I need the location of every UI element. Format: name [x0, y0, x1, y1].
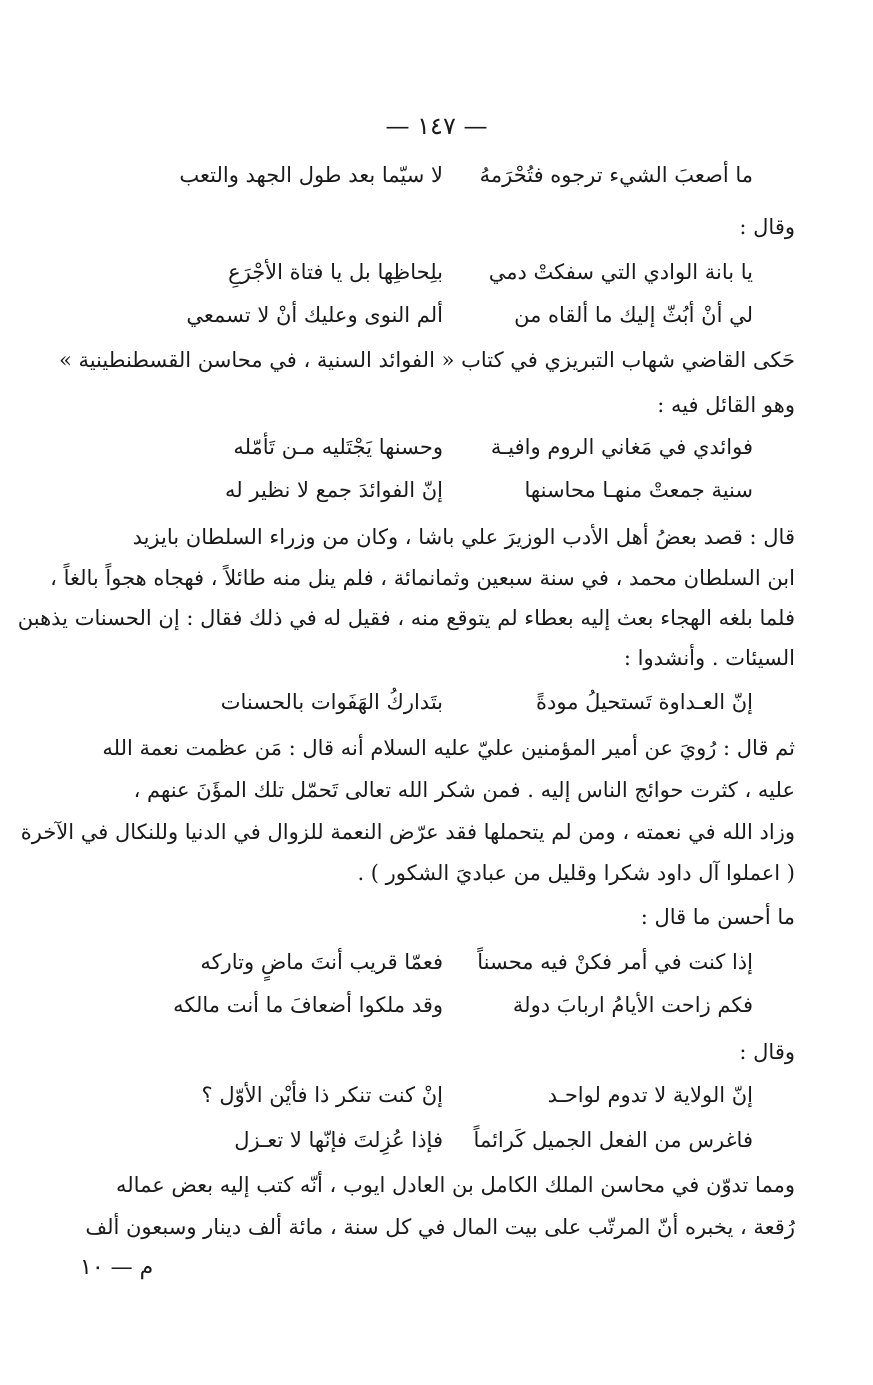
- verse-second-hemistich: إنْ كنت تنكر ذا فأيْن الأوّل ؟: [201, 1083, 443, 1107]
- verse-first-hemistich: لي أنْ أبُثّ إليك ما ألقاه من: [514, 303, 753, 327]
- verse-second-hemistich: فإذا عُزِلتَ فإنّها لا تعـزل: [234, 1128, 443, 1152]
- verse-first-hemistich: ما أصعبَ الشيء ترجوه فتُحْرَمهُ: [479, 163, 753, 187]
- verse-first-hemistich: سنية جمعتْ منهـا محاسنها: [524, 478, 753, 502]
- prose-line: عليه ، كثرت حوائج الناس إليه . فمن شكر الله تعالى تَحمّل تلك المؤَنَ عنهم ،: [133, 778, 795, 802]
- verse-second-hemistich: بلِحاظِها بل يا فتاة الأجْرَعِ: [228, 260, 443, 284]
- prose-line: ابن السلطان محمد ، في سنة سبعين وثمانمائة ، فلم ينل منه طائلاً ، فهجاه هجواً بالغاً ،: [50, 566, 795, 590]
- verse-line: [128, 432, 753, 462]
- verse-first-hemistich: يا بانة الوادي التي سفكتْ دمي: [488, 260, 753, 284]
- verse-second-hemistich: فعمّا قريب أنتَ ماضٍ وتاركه: [200, 950, 443, 974]
- verse-line: [128, 300, 753, 330]
- prose-line: ثم قال : رُويَ عن أمير المؤمنين عليّ عليه السلام أنه قال : مَن عظمت نعمة الله: [102, 736, 795, 760]
- verse-first-hemistich: فاغرس من الفعل الجميل كَرائماً: [473, 1128, 753, 1152]
- verse-second-hemistich: بتَداركُ الهَفَوات بالحسنات: [220, 690, 443, 714]
- verse-first-hemistich: إنّ الولاية لا تدوم لواحـد: [547, 1083, 753, 1107]
- verse-line: [128, 257, 753, 287]
- verse-first-hemistich: فكم زاحت الأيامُ اربابَ دولة: [512, 993, 753, 1017]
- verse-second-hemistich: وحسنها يَجْتَليه مـن تَأمّله: [233, 435, 443, 459]
- page-number: — ١٤٧ —: [385, 112, 488, 140]
- verse-line: [128, 947, 753, 977]
- verse-line: [128, 475, 753, 505]
- verse-second-hemistich: وقد ملكوا أضعافَ ما أنت مالكه: [173, 993, 443, 1017]
- prose-line: وقال :: [739, 215, 795, 239]
- verse-line: [128, 687, 753, 717]
- verse-line: [128, 160, 753, 190]
- prose-line: ما أحسن ما قال :: [640, 905, 795, 929]
- prose-line: وقال :: [739, 1040, 795, 1064]
- prose-line: وهو القائل فيه :: [657, 393, 795, 417]
- verse-line: [128, 1080, 753, 1110]
- verse-second-hemistich: ألم النوى وعليك أنْ لا تسمعي: [186, 303, 443, 327]
- prose-line: السيئات . وأنشدوا :: [623, 646, 795, 670]
- verse-second-hemistich: إنّ الفوائدَ جمع لا نظير له: [225, 478, 443, 502]
- verse-first-hemistich: إذا كنت في أمر فكنْ فيه محسناً: [477, 950, 753, 974]
- signature-mark: م — ١٠: [80, 1255, 154, 1280]
- prose-line: حَكى القاضي شهاب التبريزي في كتاب « الفوائد السنية ، في محاسن القسطنطينية »: [58, 348, 795, 372]
- verse-line: [128, 1125, 753, 1155]
- verse-first-hemistich: فوائدي في مَغاني الروم وافيـة: [490, 435, 753, 459]
- prose-line: قال : قصد بعضُ أهل الأدب الوزيرَ علي باشا ، وكان من وزراء السلطان بايزيد: [132, 525, 795, 549]
- prose-line: ومما تدوّن في محاسن الملك الكامل بن العادل ايوب ، أنّه كتب إليه بعض عماله: [116, 1173, 795, 1197]
- prose-line: وزاد الله في نعمته ، ومن لم يتحملها فقد عرّض النعمة للزوال في الدنيا وللنكال في الآخرة: [20, 820, 795, 844]
- verse-first-hemistich: إنّ العـداوة تَستحيلُ مودةً: [536, 690, 753, 714]
- prose-line: ( اعملوا آل داود شكرا وقليل من عباديَ الشكور ) .: [357, 861, 795, 885]
- verse-line: [128, 990, 753, 1020]
- prose-line: رُقعة ، يخبره أنّ المرتّب على بيت المال في كل سنة ، مائة ألف دينار وسبعون ألف: [85, 1215, 795, 1239]
- prose-line: فلما بلغه الهجاء بعث إليه بعطاء لم يتوقع منه ، فقيل له في ذلك فقال : إن الحسنات يذهبن: [17, 606, 795, 630]
- verse-second-hemistich: لا سيّما بعد طول الجهد والتعب: [179, 163, 443, 187]
